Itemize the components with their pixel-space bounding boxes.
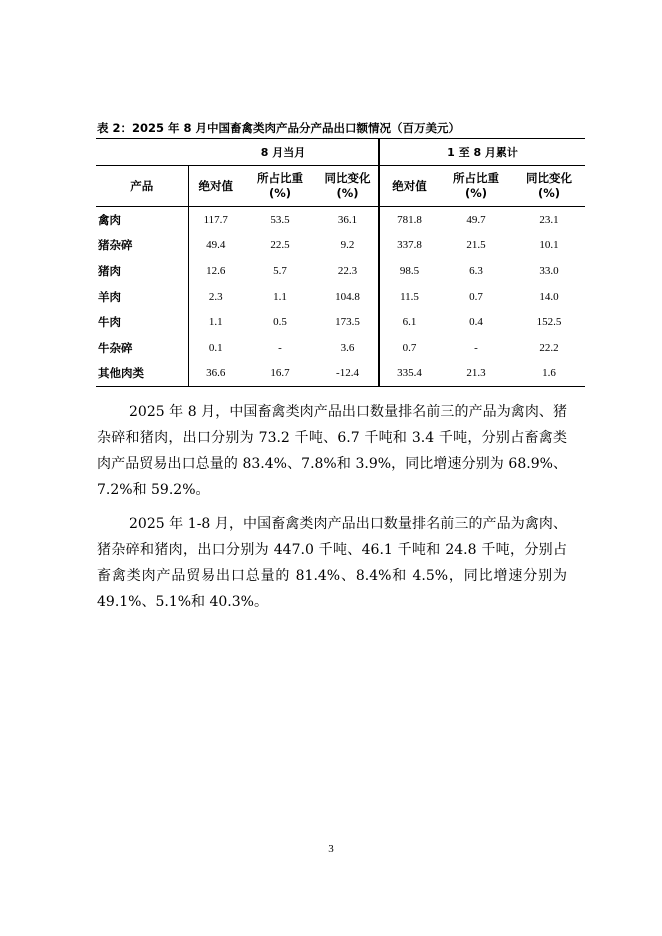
value-cell: 3.6	[340, 341, 355, 354]
product-name-cell: 猪杂碎	[98, 238, 133, 253]
value-cell: 36.1	[337, 213, 358, 226]
product-name-cell: 猪肉	[98, 263, 121, 278]
value-cell: 22.2	[539, 341, 559, 354]
product-name-cell: 羊肉	[98, 289, 121, 304]
column-header-product: 产品	[96, 166, 188, 207]
group-header-row	[96, 139, 585, 166]
value-cell: 0.1	[188, 335, 243, 361]
value-cell: 36.6	[188, 361, 243, 387]
value-cell: 33.0	[539, 264, 559, 277]
column-header-cum-yoy: 同比变化 (%)	[513, 166, 585, 207]
value-cell: 49.4	[188, 233, 243, 259]
value-cell: 22.5	[270, 239, 290, 252]
value-cell: 98.5	[379, 258, 439, 284]
table-row	[96, 361, 585, 387]
paragraph-cumulative: 2025 年 1-8 月，中国畜禽类肉产品出口数量排名前三的产品为禽肉、猪杂碎和猪肉，出口分别为 447.0 千吨、46.1 千吨和 24.8 千吨，分别占畜禽类肉产品贸易出口总量的 81.4%、8.4%和 4.5%，同比增速分别为 49.1%、5.1%和 40.3%。	[97, 516, 567, 610]
page-number: 3	[328, 843, 334, 855]
value-cell: 1.6	[513, 361, 585, 387]
value-cell: 5.7	[273, 264, 287, 277]
value-cell: 2.3	[188, 284, 243, 310]
value-cell: 1.1	[188, 309, 243, 335]
column-header-row	[96, 166, 585, 207]
table-row	[96, 258, 585, 284]
export-value-table	[96, 138, 585, 387]
value-cell: 49.7	[466, 213, 486, 226]
value-cell: 335.4	[379, 361, 439, 387]
value-cell: -	[278, 341, 282, 354]
value-cell: 0.7	[379, 335, 439, 361]
value-cell: -12.4	[317, 361, 379, 387]
value-cell: 11.5	[379, 284, 439, 310]
group-header-cumulative: 1 至 8 月累计	[379, 139, 585, 166]
product-name-cell: 牛肉	[98, 315, 121, 330]
value-cell: 0.5	[273, 316, 287, 329]
value-cell: -	[474, 341, 478, 354]
value-cell: 22.3	[337, 264, 358, 277]
product-name-cell: 其他肉类	[96, 361, 188, 387]
table-row	[96, 309, 585, 335]
value-cell: 6.1	[379, 309, 439, 335]
value-cell: 173.5	[335, 316, 360, 329]
value-cell: 12.6	[188, 258, 243, 284]
value-cell: 14.0	[539, 290, 559, 303]
value-cell: 21.3	[439, 361, 513, 387]
group-header-blank	[96, 139, 188, 166]
value-cell: 16.7	[243, 361, 317, 387]
paragraph-august: 2025 年 8 月，中国畜禽类肉产品出口数量排名前三的产品为禽肉、猪杂碎和猪肉，出口分别为 73.2 千吨、6.7 千吨和 3.4 千吨，分别占畜禽类肉产品贸易出口总量的 83.4%、7.8%和 3.9%，同比增速分别为 68.9%、7.2%和 59.2%。	[97, 404, 567, 498]
group-header-august: 8 月当月	[188, 139, 379, 166]
value-cell: 152.5	[536, 316, 562, 329]
table-caption: 表 2：2025 年 8 月中国畜禽类肉产品分产品出口额情况（百万美元）	[97, 121, 461, 135]
column-header-yoy: 同比变化 (%)	[317, 166, 379, 207]
value-cell: 0.4	[469, 316, 483, 329]
column-header-share: 所占比重 (%)	[243, 166, 317, 207]
table-row	[96, 207, 585, 233]
product-name-cell: 牛杂碎	[98, 340, 133, 355]
column-header-value: 绝对值	[188, 166, 243, 207]
value-cell: 53.5	[270, 213, 290, 226]
value-cell: 104.8	[335, 290, 360, 303]
value-cell: 6.3	[469, 264, 483, 277]
table-row	[96, 335, 585, 361]
column-header-cum-value: 绝对值	[379, 166, 439, 207]
table-row	[96, 233, 585, 259]
value-cell: 23.1	[539, 213, 559, 226]
value-cell: 21.5	[466, 239, 486, 252]
value-cell: 1.1	[273, 290, 287, 303]
table-row	[96, 284, 585, 310]
value-cell: 337.8	[379, 233, 439, 259]
value-cell: 117.7	[188, 207, 243, 233]
value-cell: 0.7	[469, 290, 483, 303]
product-name-cell: 禽肉	[98, 212, 121, 227]
value-cell: 9.2	[340, 239, 355, 252]
column-header-cum-share: 所占比重 (%)	[439, 166, 513, 207]
value-cell: 10.1	[539, 239, 559, 252]
value-cell: 781.8	[379, 207, 439, 233]
